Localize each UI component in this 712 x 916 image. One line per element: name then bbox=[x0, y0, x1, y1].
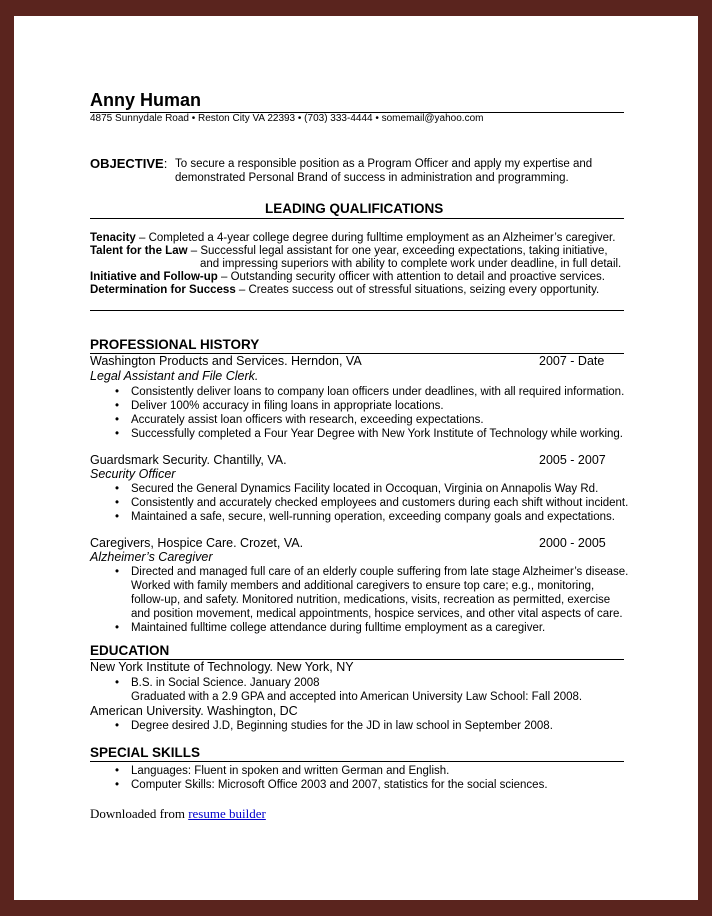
education-note: Graduated with a 2.9 GPA and accepted into American University Law School: Fall 2008. bbox=[131, 691, 583, 703]
resume-page bbox=[14, 16, 698, 900]
job-bullet: Maintained fulltime college attendance during fulltime employment as a caregiver. bbox=[131, 622, 546, 634]
candidate-name: Anny Human bbox=[90, 90, 202, 110]
qualification-item: Determination for Success – Creates success out of stressful situations, seizing every opportunity. bbox=[90, 284, 600, 296]
bullet-marker: • bbox=[115, 779, 120, 791]
qualification-item: Initiative and Follow-up – Outstanding security officer with attention to detail and proactive services. bbox=[90, 271, 605, 283]
job-bullet-continuation: and position movement, medical appointments, hospice services, and other vital aspects of care. bbox=[131, 608, 623, 620]
education-degree: Degree desired J.D, Beginning studies for the JD in law school in September 2008. bbox=[131, 720, 553, 732]
bullet-marker: • bbox=[115, 497, 120, 509]
bullet-marker: • bbox=[115, 483, 120, 495]
education-degree: B.S. in Social Science. January 2008 bbox=[131, 677, 320, 689]
job-role: Legal Assistant and File Clerk. bbox=[90, 369, 259, 383]
resume-builder-link[interactable]: resume builder bbox=[188, 806, 266, 821]
job-bullet: Consistently deliver loans to company loan officers under deadlines, with all required information. bbox=[131, 386, 625, 398]
qualification-item: Tenacity – Completed a 4-year college degree during fulltime employment as an Alzheimer’s caregiver. bbox=[90, 232, 616, 244]
bullet-marker: • bbox=[115, 400, 120, 412]
contact-line: 4875 Sunnydale Road • Reston City VA 22393 • (703) 333-4444 • somemail@yahoo.com bbox=[90, 113, 484, 124]
qualifications-bottom-rule bbox=[90, 310, 624, 311]
skills-heading: SPECIAL SKILLS bbox=[90, 745, 201, 760]
qualification-item-continuation: and impressing superiors with ability to complete work under deadline, in full detail. bbox=[200, 258, 622, 270]
bullet-marker: • bbox=[115, 765, 120, 777]
bullet-marker: • bbox=[115, 677, 120, 689]
job-dates: 2000 - 2005 bbox=[539, 536, 606, 550]
qualifications-rule bbox=[90, 218, 624, 219]
job-bullet-continuation: follow-up, and safety. Monitored nutrition, medications, visits, recreation as permitted, exercise bbox=[131, 594, 611, 606]
job-dates: 2007 - Date bbox=[539, 354, 605, 368]
bullet-marker: • bbox=[115, 622, 120, 634]
skill-item: Computer Skills: Microsoft Office 2003 and 2007, statistics for the social sciences. bbox=[131, 779, 548, 791]
skill-item: Languages: Fluent in spoken and written German and English. bbox=[131, 765, 450, 777]
job-role: Alzheimer’s Caregiver bbox=[90, 550, 213, 564]
bullet-marker: • bbox=[115, 414, 120, 426]
job-bullet: Directed and managed full care of an elderly couple suffering from late stage Alzheimer’s disease. bbox=[131, 566, 629, 578]
job-dates: 2005 - 2007 bbox=[539, 453, 606, 467]
objective-line-2: demonstrated Personal Brand of success in administration and programming. bbox=[175, 172, 569, 184]
history-heading: PROFESSIONAL HISTORY bbox=[90, 337, 260, 352]
education-school: New York Institute of Technology. New York, NY bbox=[90, 660, 354, 674]
job-bullet: Maintained a safe, secure, well-running operation, exceeding company goals and expectations. bbox=[131, 511, 615, 523]
objective-line-1: To secure a responsible position as a Program Officer and apply my expertise and bbox=[175, 158, 593, 170]
bullet-marker: • bbox=[115, 566, 120, 578]
job-bullet: Consistently and accurately checked employees and customers during each shift without incident. bbox=[131, 497, 629, 509]
job-bullet-continuation: Worked with family members and additional caregivers to ensure top care; e.g., monitoring, bbox=[131, 580, 595, 592]
qualifications-heading: LEADING QUALIFICATIONS bbox=[265, 201, 444, 216]
bullet-marker: • bbox=[115, 386, 120, 398]
qualification-item: Talent for the Law – Successful legal assistant for one year, exceeding expectations, taking initiative, bbox=[90, 245, 608, 257]
skills-rule bbox=[90, 761, 624, 762]
download-footer: Downloaded from resume builder bbox=[90, 806, 266, 821]
bullet-marker: • bbox=[115, 428, 120, 440]
job-bullet: Deliver 100% accuracy in filing loans in appropriate locations. bbox=[131, 400, 444, 412]
job-bullet: Accurately assist loan officers with research, exceeding expectations. bbox=[131, 414, 484, 426]
objective-heading: OBJECTIVE: bbox=[90, 156, 168, 171]
job-employer: Caregivers, Hospice Care. Crozet, VA. bbox=[90, 536, 304, 550]
job-employer: Guardsmark Security. Chantilly, VA. bbox=[90, 453, 287, 467]
job-bullet: Successfully completed a Four Year Degree with New York Institute of Technology while working. bbox=[131, 428, 623, 440]
education-school: American University. Washington, DC bbox=[90, 704, 298, 718]
job-employer: Washington Products and Services. Herndon, VA bbox=[90, 354, 362, 368]
job-bullet: Secured the General Dynamics Facility located in Occoquan, Virginia on Annapolis Way Rd. bbox=[131, 483, 599, 495]
bullet-marker: • bbox=[115, 720, 120, 732]
bullet-marker: • bbox=[115, 511, 120, 523]
education-heading: EDUCATION bbox=[90, 643, 170, 658]
job-role: Security Officer bbox=[90, 467, 176, 481]
